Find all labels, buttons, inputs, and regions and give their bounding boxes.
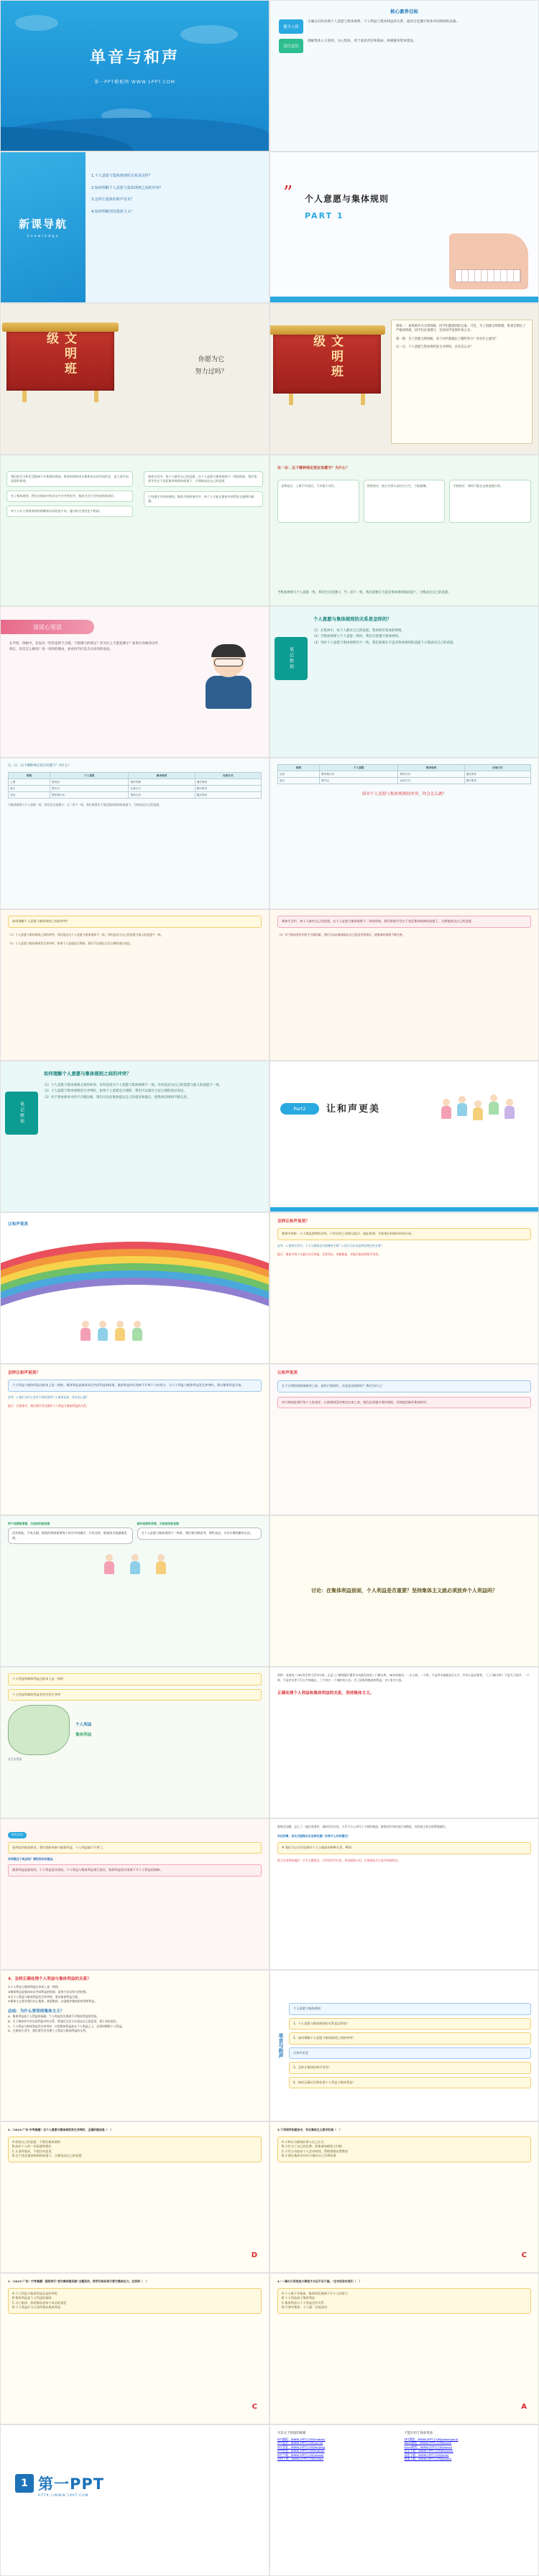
table-cell: 遵守规则	[195, 779, 261, 786]
heart-talk-header: 说说心里话	[1, 620, 94, 634]
footer-link[interactable]: PPT素材：WWW.1PPT.COM/sucai/	[277, 2441, 323, 2445]
quote-icon: ”	[283, 182, 293, 204]
mindmap-node-1: 1、个人意愿与集体规则的关系是怎样的？	[289, 2018, 531, 2030]
quiz-options	[277, 2288, 531, 2314]
quiz-body	[1, 2122, 269, 2272]
slide-rules-compare	[270, 455, 539, 606]
personal-interest-label: 个人利益	[75, 1722, 92, 1727]
page-title: 单音与和声	[89, 49, 180, 67]
part1-label: 个人意愿与集体规则	[305, 194, 390, 204]
note-line-1: （1）个人意愿与集体规则之间的冲突，有时是因为个人意愿与集体规则不一致；有时是因为自己的意愿与他人的意愿不一致。	[42, 1084, 223, 1087]
objectives-title: 核心素养目标	[390, 9, 418, 14]
nav-item-2[interactable]: 2.如何理解个人意愿与集体规则之间的冲突？	[91, 185, 163, 190]
why-bullet-3: ③当个人利益与集体利益发生冲突时，要以集体利益为重。	[8, 1994, 80, 1999]
note-line-2: （2）当集体规则与个人意愿一致时，我们自觉遵守集体规则。	[312, 635, 402, 639]
conflict-body	[270, 910, 538, 1060]
table-caption: 议一议：以下哪种规定更应该遵守？为什么？	[8, 764, 71, 768]
compare-col-1: 老师说过：上课不许说话，不许做小动作。	[277, 480, 359, 523]
why-bullet-2: ②集体利益是集体成员共同利益的体现，是每个成员努力的结果。	[8, 1990, 89, 1994]
compare-col-3: 学校规定：课间不能在走廊追逐打闹。	[449, 480, 531, 523]
slide-why	[0, 1970, 270, 2121]
quiz-options	[8, 2136, 262, 2162]
logo-text: 第一PPT	[38, 2475, 105, 2493]
summary-b: B、关于集体更多存在的利益中的关系，要通过合法方式表达自己的意见、勇于承担责任。	[8, 2019, 119, 2023]
rule-box-4: 集体生活中，每个人都有自己的意愿，在个人意愿与集体规则不一致的时候，我们需要学会在不违反集体规则的前提下，合理地表达自己的意愿。	[144, 471, 263, 487]
slide-navigation	[0, 152, 270, 303]
table-note: 面对个人意愿与集体规则的冲突，你会怎么做？	[361, 792, 447, 796]
mindmap-branch-2: 让和声更美	[289, 2047, 531, 2060]
table-cell: 认真打扫	[398, 778, 464, 784]
think-body	[1, 1364, 269, 1515]
slide-rules-videos	[0, 1515, 270, 1667]
table-cell: 集体行动	[129, 792, 195, 799]
banner-text: 文明班级	[310, 335, 343, 380]
summary-a: A、集体利益是个人利益的基础，个人利益的实现离不开集体利益的发展。	[8, 2014, 100, 2019]
table-header-cell: 处理方式	[464, 765, 530, 771]
footer-link[interactable]: Excel教程：WWW.1PPT.COM/excel/	[404, 2445, 453, 2449]
slide-note-2	[0, 1061, 270, 1212]
think-hint: 提示：集体中每个人都应各尽所能、发挥所长、奉献集体，才能让集体的和声更美。	[277, 1252, 381, 1256]
table-header-cell: 集体规则	[398, 765, 464, 771]
mindmap-body	[270, 1971, 538, 2121]
summary-c: C、个人利益与集体利益发生冲突时，应把集体利益放在个人利益之上，必要时牺牲个人利益。	[8, 2024, 125, 2028]
quiz-option-c[interactable]: C.小军主动放弃个人活动时间，帮助班级布置教室	[282, 2149, 349, 2153]
table-cell: 认真打扫	[129, 786, 195, 792]
quiz-option-a[interactable]: A.个人离不开集体，集体的发展离不开个人的努力	[282, 2291, 349, 2295]
think-question: 思考：1.他们为什么会有不同的选择？2.如果是你，你会怎么做？	[8, 1395, 89, 1399]
objective-text: 正确认识和处理个人意愿与集体规则、个人利益与集体利益的关系，提高自觉遵守集体共同规则的品格。	[308, 20, 460, 24]
scenario-note-2: 想一想：为了创建文明班级，每个同学都做出了哪些努力？你有什么感受？	[396, 337, 498, 341]
discuss-body	[270, 1516, 538, 1666]
note-tab: 笔记整理	[5, 1092, 38, 1135]
logo-mark: 1	[15, 2474, 34, 2493]
rule-box-3: 每个人对于班级规则的理解和认同程度不同，遵守的自觉性也不相同。	[6, 506, 133, 517]
video-col-1	[8, 1522, 133, 1544]
footer-link[interactable]: PPT教程：WWW.1PPT.COM/powerpoint/	[404, 2437, 459, 2441]
summary-title: 总结：为什么要坚持集体主义？	[8, 2009, 65, 2014]
table-header-cell: 集体规则	[129, 773, 195, 779]
rainbow-title: 让和声更美	[8, 1222, 28, 1227]
links-right-column	[405, 2431, 532, 2461]
table-header-row	[278, 765, 531, 771]
slide-note-1	[270, 606, 539, 758]
quiz-body	[270, 2122, 538, 2272]
table-wrapper	[1, 758, 269, 908]
note-tab: 笔记整理	[275, 637, 308, 680]
quiz-stem: 3.下列同学的做法中，符合集体主义要求的是（ ）	[277, 2128, 342, 2131]
rule-box-5: 只有遵守共同的规则，集体才能和谐有序，每个人才能在集体中获得安全感和归属感。	[144, 491, 263, 507]
note-title: 个人意愿与集体规则的关系是怎样的？	[313, 616, 392, 622]
footer-link[interactable]: 范文下载：WWW.1PPT.COM/fanwen/	[404, 2449, 453, 2453]
table-row	[9, 792, 262, 799]
people-illustration	[441, 1083, 527, 1133]
slide-conflict-1	[0, 909, 270, 1061]
quiz-option-c[interactable]: C.无条件服从，不提任何意见	[12, 2149, 52, 2153]
objective-text: 理解集体主义原则，关心集体，勇于承担责任和使命，积极服务集体建设。	[308, 39, 417, 43]
quiz-option-d[interactable]: D.个人利益应当无条件服从集体利益	[12, 2305, 61, 2310]
footer-link[interactable]: 资料下载：WWW.1PPT.COM/ziliao/	[277, 2457, 323, 2461]
explore-body	[1, 1819, 269, 1969]
quiz-option-d[interactable]: D.只要有集体，个人就一定能成功	[282, 2305, 328, 2310]
explore-question: 你同意这个观点吗？请说说你的理由。	[8, 1857, 56, 1861]
objective-row	[279, 19, 530, 34]
map-graphic	[8, 1705, 70, 1755]
slide-quiz-2	[270, 2121, 539, 2273]
explore-text: 看到某些班级要求，我们要如何参与集体利益，个人利益就可不要了。	[8, 1842, 262, 1854]
slide-discuss	[270, 1515, 539, 1667]
slide-case	[270, 1818, 539, 1970]
table-header-cell: 处理方式	[195, 773, 261, 779]
quiz-option-a[interactable]: A.坚持自己的意愿，不理会集体规则	[12, 2139, 60, 2144]
quiz-stem: 2.（2023·广东·中考真题）当个人意愿与集体规则发生冲突时，正确的做法是（ ）	[8, 2128, 114, 2131]
table-cell: 集体行动	[398, 771, 464, 778]
table-row	[9, 786, 262, 792]
table-header-cell: 情境	[9, 773, 50, 779]
site-credit: 第一PPT模板网 WWW.1PPT.COM	[94, 80, 175, 85]
piano-illustration	[449, 233, 528, 289]
video-col-2	[137, 1522, 262, 1544]
quiz-option-c[interactable]: C.关心集体、热爱集体是每个成员的责任	[12, 2300, 67, 2305]
table-cell: 值日	[278, 778, 320, 784]
comparison-table	[8, 772, 262, 799]
cloud-shape	[15, 15, 58, 31]
person-illustration	[200, 646, 257, 709]
footer-links-body	[270, 2425, 538, 2575]
scenario-note-1: 情境一：某班被评为文明班级，同学们都感到很自豪。可是，为了创建文明班级，班委会制定了严格的班规，同学们必须遵守，有的同学觉得约束太多。	[396, 325, 526, 333]
slide-mindmap	[270, 1970, 539, 2121]
summary-d: D、在集体生活中，我们要学会处理个人利益与集体利益的关系。	[8, 2029, 88, 2033]
nav-item-1[interactable]: 1.个人意愿与集体规则的关系是这样？	[91, 174, 152, 178]
slide-interests	[0, 1667, 270, 1818]
mindmap-node-4: 4、如何正确认识和处理个人利益与集体利益？	[289, 2077, 531, 2089]
table-cell: 服从集体	[195, 792, 261, 799]
think-body	[270, 1213, 538, 1363]
compare-question: 议一议：以下哪种规定更应该遵守？为什么？	[277, 466, 350, 470]
case-highlight: ※ 我们可以学会处理好个人与集体的种种关系。PGS	[277, 1842, 531, 1854]
video-text-2: 当个人意愿与集体规则不一致时，我们要冷静思考，理性表达，寻求合理的解决办法。	[137, 1528, 262, 1539]
table-row	[278, 778, 531, 784]
conflict-line-1: （1）个人意愿与集体规则之间的冲突，有时是因为个人意愿与集体规则不一致；有时是因为自己的意愿与他人的意愿不一致。	[8, 932, 164, 936]
think-text: 个人利益与集体利益在根本上是一致的。集体利益是集体成员共同利益的体现，集体利益的实现离不开每个人的努力。当个人利益与集体利益发生冲突时，要以集体利益为重。	[8, 1380, 262, 1392]
quiz-option-b[interactable]: B.放弃个人的一切意愿和想法	[12, 2144, 52, 2149]
table-header-row	[9, 773, 262, 779]
discuss-question: 讨论：在集体利益前面，个人利益是否重要？坚持集体主义就必须放弃个人利益吗？	[311, 1587, 497, 1594]
bottom-bar	[270, 297, 538, 302]
slide-footer-logo	[0, 2424, 270, 2576]
banner-question-line2: 努力过吗？	[195, 368, 228, 376]
table-row	[9, 779, 262, 786]
logo-url: HTTP://WWW.1PPT.COM	[38, 2494, 89, 2498]
table-header-cell: 个人意愿	[320, 765, 398, 771]
map-caption: 长江水系图	[8, 1757, 22, 1761]
scroll-banner	[6, 322, 114, 401]
interest-bubble-1: 个人利益和集体利益在根本上是一致的	[8, 1673, 262, 1685]
conflict-question: 如何理解个人意愿与集体规则之间的冲突？	[8, 916, 262, 928]
objective-tag: 健全人格	[279, 19, 303, 34]
compare-columns	[277, 480, 531, 523]
interest-bubble-2: 个人利益和集体利益有时会发生冲突	[8, 1689, 262, 1701]
slide-title	[0, 0, 270, 152]
think-hint: 提示：在集体中，我们要学会处理好个人利益与集体利益的关系。	[8, 1403, 89, 1408]
nav-title: 新课导航	[18, 218, 68, 231]
video-title-2: 修改视频和录像，无视规则就是错	[137, 1522, 179, 1525]
note-line-2: （2）个人意愿与集体规则发生冲突时，如果个人意愿是合理的，我们可以通过合法合理的途径表达。	[42, 1089, 187, 1094]
note-title: 如何理解个人意愿与集体规则之间的冲突？	[44, 1071, 132, 1077]
conflict-body	[1, 910, 269, 1060]
videos-body	[1, 1516, 269, 1666]
note-line-1: （1）在集体中，每个人都有自己的意愿，集体则有集体的规则。	[312, 629, 405, 633]
comparison-table	[277, 764, 531, 784]
footer-link[interactable]: 试卷下载：WWW.1PPT.COM/shiti/	[404, 2452, 449, 2457]
think-title: 怎样让和声更美？	[8, 1371, 40, 1375]
slide-table-2	[270, 758, 539, 909]
slide-banner-2	[270, 303, 539, 455]
quiz-option-a[interactable]: A.个人利益与集体利益总是冲突的	[12, 2291, 57, 2295]
nav-title-panel	[1, 152, 86, 302]
scenario-notes	[391, 320, 533, 444]
slide-rainbow	[0, 1212, 270, 1364]
material-answer: 正确处理个人利益和集体利益的关系，坚持集体主义。	[277, 1691, 374, 1696]
rules-question: 在不合理的规则被修改之前，是执行规则好，还是违反规则好？我们为什么？	[277, 1380, 531, 1392]
quiz-body	[270, 2274, 538, 2424]
rule-box-2: 有了集体规则，我们在集体中的活动才会井然有序，集体生活才会更加和谐美好。	[6, 490, 133, 502]
quiz-option-d[interactable]: D.小强在集体活动中只做对自己有利的事	[282, 2154, 336, 2158]
slide-banner-1	[0, 303, 270, 455]
quiz-option-c[interactable]: C.集体利益与个人利益没有关系	[282, 2300, 324, 2305]
material-body	[270, 1668, 538, 1818]
table-cell: 想早走	[50, 786, 129, 792]
banner-text: 文明班级	[44, 332, 76, 377]
objective-row	[279, 39, 530, 53]
quiz-option-b[interactable]: B.集体利益是个人利益的基础	[12, 2296, 52, 2300]
quiz-option-b[interactable]: B.小红为了自己的比赛，拒绝参加班级大扫除	[282, 2144, 342, 2149]
footer-link[interactable]: PPT模板：WWW.1PPT.COM/moban/	[277, 2437, 326, 2441]
why-bullet-1: ①个人利益与集体利益在本质上是一致的。	[8, 1985, 61, 1989]
banner-question	[168, 354, 254, 378]
quiz-answer: C	[252, 2403, 257, 2411]
table-cell: 上课	[9, 779, 50, 786]
table-wrapper	[270, 758, 538, 908]
table-cell: 履行职责	[464, 778, 530, 784]
table-cell: 想单独行动	[50, 792, 129, 799]
slide-objectives	[270, 0, 539, 152]
footer-link[interactable]: PPT背景：WWW.1PPT.COM/beijing/	[277, 2445, 326, 2449]
rainbow-graphic	[1, 1242, 269, 1321]
why-bullet-4: ④集体主义要求我们关心集体、热爱集体，自觉维护集体的荣誉和利益。	[8, 1999, 98, 2004]
think-question: 思考：1.集体生活中，个人与集体会出现哪些矛盾？2.你认为应该怎样处理这些矛盾？	[277, 1243, 384, 1247]
objective-tag: 责任意识	[279, 39, 303, 53]
why-question: 4、怎样正确处理个人利益与集体利益的关系？	[8, 1977, 91, 1981]
table-cell: 活动	[9, 792, 50, 799]
rules-right-column	[144, 471, 263, 507]
scenario-note-3: 议一议：个人意愿与集体规则发生冲突时，应该怎么办？	[396, 345, 474, 350]
bottom-bar	[270, 1207, 538, 1212]
part2-tag: Part2	[280, 1103, 319, 1115]
quiz-options	[277, 2136, 531, 2162]
logo	[15, 2473, 105, 2498]
cloud-shape	[180, 25, 238, 44]
nav-list	[91, 174, 260, 221]
mindmap-node-2: 2、如何理解个人意愿与集体规则之间的冲突？	[289, 2032, 531, 2045]
table-header-cell: 个人意愿	[50, 773, 129, 779]
note-line-3: （3）对于集体要求中的不合理因素，我们可以向集体提出自己的意见和建议，使集体的规则不断完善。	[42, 1095, 190, 1099]
slide-conflict-2	[270, 909, 539, 1061]
heart-talk-text: 在学校、班级中，有没有一些你觉得不合理、不想遵守的规定？你为什么不愿意遵守？如果让你修改这些规定，你会怎么修改？说一说你的理由，看看同学们是否认同你的看法。	[9, 642, 158, 652]
quiz-answer: C	[521, 2251, 527, 2259]
scroll-banner	[273, 325, 381, 400]
slide-quiz-4	[270, 2273, 539, 2424]
rules-answer: 执行规则是我们每个人的责任，在新规则没有制定出来之前，我们必须遵守现有规则，否则就会破坏集体秩序。	[277, 1397, 531, 1409]
explore-tag: 探究活动	[8, 1832, 27, 1838]
quiz-option-a[interactable]: A.小林认为班级的事与自己无关	[282, 2139, 324, 2144]
part1-number: PART 1	[305, 211, 344, 220]
quiz-body	[1, 2274, 269, 2424]
note-body	[42, 1083, 262, 1101]
rules-exec-body	[270, 1364, 538, 1515]
rules-title: 让和声更美	[277, 1371, 298, 1375]
quiz-option-b[interactable]: B.个人利益高于集体利益	[282, 2296, 315, 2300]
slide-think-1	[270, 1212, 539, 1364]
slide-footer-links	[270, 2424, 539, 2576]
table-header-cell: 情境	[278, 765, 320, 771]
quiz-option-d[interactable]: D.在不违反集体规则的前提下，合理表达自己的意愿	[12, 2154, 82, 2158]
slide-rules-exec	[270, 1364, 539, 1515]
explore-answer: 集体利益是根本的，个人利益是具体的。个人利益与集体利益相互依存，集体利益的实现离不开个人利益的保障。	[8, 1864, 262, 1877]
footer-link[interactable]: PPT图表：WWW.1PPT.COM/tubiao/	[277, 2449, 325, 2453]
table-cell: 想早走	[320, 778, 398, 784]
slide-material	[270, 1667, 539, 1818]
table-cell: 想单独行动	[320, 771, 398, 778]
quiz-answer: D	[251, 2251, 257, 2259]
footer-link[interactable]: 教案下载：WWW.1PPT.COM/jiaoan/	[404, 2457, 452, 2461]
part2-label: 让和声更美	[326, 1104, 381, 1115]
quiz-options	[8, 2288, 262, 2314]
table-cell: 值日	[9, 786, 50, 792]
links-left-title: 可以关于校园的模板	[277, 2432, 306, 2435]
compare-note: 当集体规则与个人意愿一致，我们会自觉遵守；当二者不一致，我们需要在不违反集体规则的前提下，合理表达自己的意愿。	[277, 590, 451, 595]
slide-table-1	[0, 758, 270, 909]
compare-col-2: 班级规定：值日生要认真打扫卫生，不能偷懒。	[364, 480, 446, 523]
nav-subtitle: knowledge	[27, 234, 60, 238]
links-right-title: 不能应用于商业用途	[404, 2432, 433, 2435]
table-note: 当集体规则与个人意愿一致，我们会自觉遵守；当二者不一致，我们需要在不违反集体规则的前提下，合理表达自己的意愿。	[8, 803, 162, 807]
slide-quiz-3	[0, 2273, 270, 2424]
think-text: 集体中的每一个人都是独特的音符，只有音符之间相互配合、彼此协调，才能奏出和谐动听的乐章。	[277, 1228, 531, 1240]
think-title: 怎样让和声更美？	[277, 1219, 310, 1224]
quiz-stem: 4."一滴水只有放进大海里才永远不会干涸。"这句话告诉我们（ ）	[277, 2279, 362, 2283]
slide-heart-talk	[0, 606, 270, 758]
nav-item-4[interactable]: 4.如何理解坚持集体主义？	[91, 209, 134, 214]
conflict-highlight: 集体生活中，每个人都有自己的意愿，在个人意愿与集体规则不一致的时候，我们需要学会在不违反集体规则的前提下，合理地表达自己的意愿。	[277, 916, 531, 928]
rules-left-column	[6, 471, 133, 521]
footer-link[interactable]: PPT下载：WWW.1PPT.COM/xiazai/	[277, 2452, 324, 2457]
slide-rules-boxes	[0, 455, 270, 606]
slide-quiz-1	[0, 2121, 270, 2273]
note-body	[312, 628, 531, 646]
slide-explore	[0, 1818, 270, 1970]
why-body	[1, 1971, 269, 2121]
footer-link[interactable]: Word教程：WWW.1PPT.COM/word/	[404, 2441, 452, 2445]
table-cell: 活动	[278, 771, 320, 778]
note-line-3: （3）有时个人意愿与集体规则会不一致，我们需要在不违反集体规则的前提下合理表达自己的意愿。	[312, 641, 456, 645]
video-text-1: 没有规矩，不成方圆。班级的规则需要每个同学共同遵守，只有这样，班集体才能健康发展。	[8, 1528, 133, 1543]
conflict-line-2: （2）个人意愿与集体规则发生冲突时，如果个人意愿是合理的，我们可以通过合法合理的途径表达。	[8, 941, 133, 945]
interests-body	[1, 1668, 269, 1818]
mindmap-root: 单音与和声	[278, 2033, 284, 2058]
case-teacher-note: 班主任老师的做法：召开主题班会，引导同学们讨论，形成班级公约，让规则成为大家共同的约定。	[277, 1858, 401, 1862]
nav-item-3[interactable]: 3.怎样让集体的和声更美？	[91, 197, 134, 202]
case-question: 对这件事，你认为班级应当怎样处理？你有什么好的建议？	[277, 1833, 351, 1838]
case-title: 班级活动题，怎么了一起打球事件，请同学们讨论，小芳不小心弄坏了小明的物品，班级同学有的说应该赔偿，有的说大家互相帮助就好。	[277, 1825, 448, 1828]
material-text: 材料：河南的三785发生特大洪水灾害，正是三门峡智能拦蓄洪水功能发挥的三门峡水库，38年的滚动，一夕之间，一个时，不是洪水使被老百万字，共享公益业务等。《三门峡水库》不是为了防洪、一个时，不是洪水等下百万字的地区。三个村庄 一个城市的人们，为了国家和集体的利益，舍小家为大家。	[277, 1673, 530, 1682]
mindmap-node-3: 3、怎样让集体的和声更美？	[289, 2062, 531, 2074]
quiz-stem: 1.（2023·广东）中考真题）班级举行"我为集体做贡献"主题活动，同学们纷纷表示要为集体出力。这说明（ ）	[8, 2279, 149, 2283]
slide-think-2	[0, 1364, 270, 1515]
table-cell: 想说话	[50, 779, 129, 786]
conflict-line-3: （3）对于集体要求中的不合理因素，我们可以向集体提出自己的意见和建议，使集体的规则不断完善。	[277, 932, 405, 936]
case-body	[270, 1819, 538, 1969]
slide-part1	[270, 152, 539, 303]
banner-question-line1: 你愿为它	[198, 356, 224, 363]
table-cell: 服从集体	[464, 771, 530, 778]
links-left-column	[277, 2431, 405, 2461]
kids-row	[8, 1554, 262, 1576]
table-cell: 履行职责	[195, 786, 261, 792]
mindmap-branch-1: 个人意愿与集体规则	[289, 2003, 531, 2015]
collective-interest-label: 集体利益	[75, 1733, 92, 1737]
table-row	[278, 771, 531, 778]
table-cell: 保持安静	[129, 779, 195, 786]
kids-row	[80, 1321, 143, 1342]
rule-box-1: 我们的学习和生活都离不开集体的规则。集体的规则来自集体成员的共同约定，是大家共同意愿的体现。	[6, 471, 133, 487]
video-title-1: 两个视频能看着，无视规则就是错	[8, 1522, 50, 1525]
slide-part2	[270, 1061, 539, 1212]
quiz-answer: A	[521, 2403, 527, 2411]
